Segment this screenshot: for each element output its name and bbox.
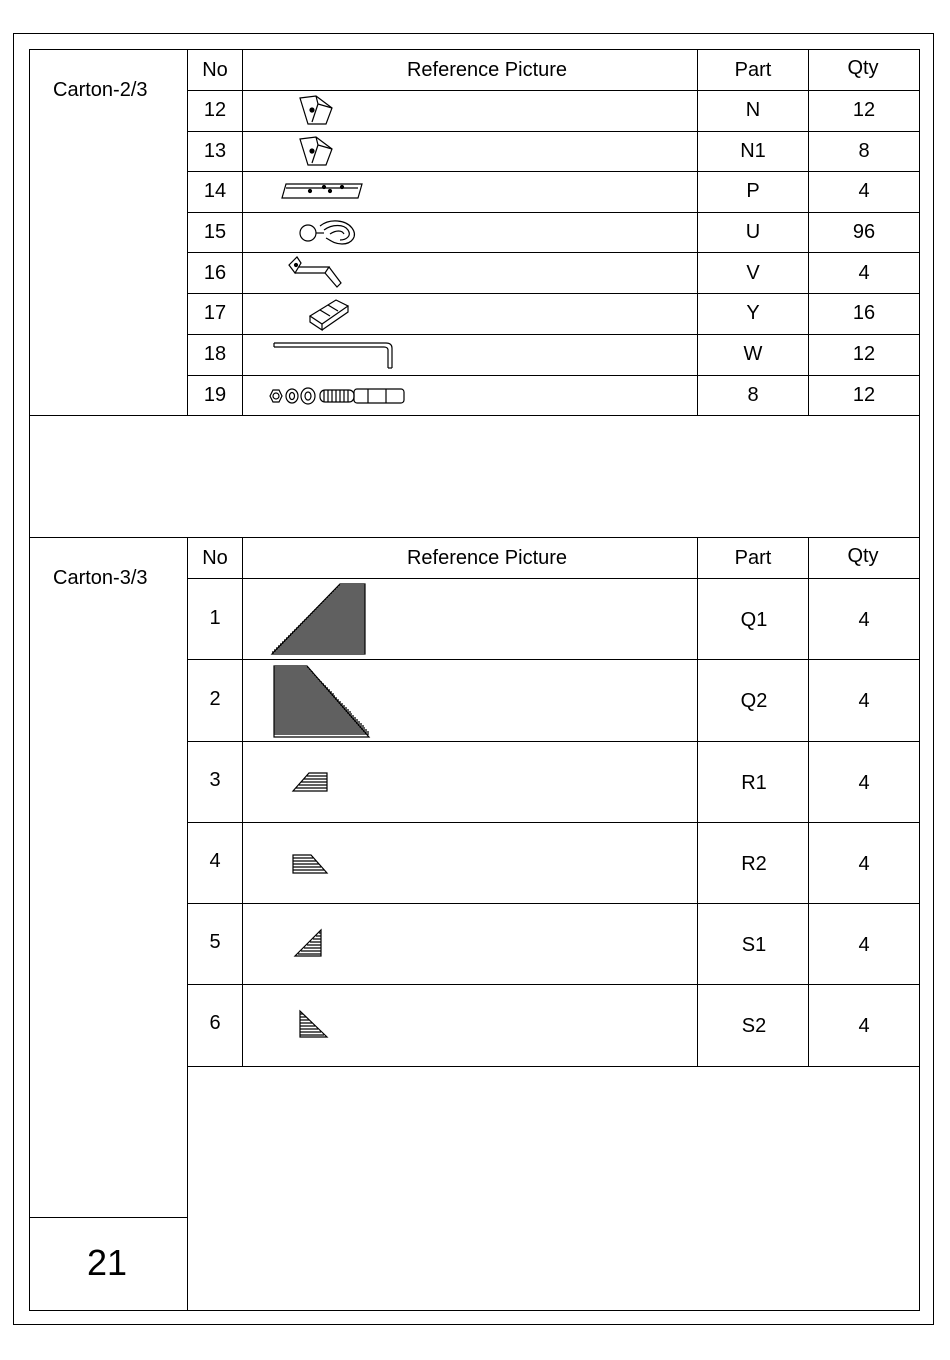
corner-bracket-icon bbox=[296, 94, 336, 128]
table-divider bbox=[187, 49, 188, 415]
item-qty: 12 bbox=[852, 384, 876, 406]
item-number: 6 bbox=[209, 1012, 221, 1034]
table-divider bbox=[808, 537, 809, 1066]
item-qty: 4 bbox=[858, 772, 870, 794]
item-part: N bbox=[745, 99, 761, 121]
item-qty: 16 bbox=[852, 302, 876, 324]
table-divider bbox=[187, 212, 920, 213]
item-qty: 96 bbox=[852, 221, 876, 243]
item-part: R2 bbox=[741, 853, 767, 875]
item-number: 14 bbox=[203, 180, 227, 202]
item-part: W bbox=[743, 343, 763, 365]
table-divider bbox=[29, 537, 920, 538]
table-divider bbox=[187, 822, 920, 823]
item-qty: 4 bbox=[858, 1015, 870, 1037]
item-number: 18 bbox=[203, 343, 227, 365]
table-divider bbox=[187, 903, 920, 904]
small-panel-r1-icon bbox=[291, 771, 329, 793]
column-header-no: No bbox=[202, 59, 228, 81]
item-qty: 12 bbox=[852, 343, 876, 365]
large-panel-q2-icon bbox=[272, 664, 372, 740]
column-header-picture: Reference Picture bbox=[406, 59, 568, 81]
item-qty: 12 bbox=[852, 99, 876, 121]
table-divider bbox=[242, 49, 243, 415]
small-panel-s1-icon bbox=[293, 928, 325, 958]
item-number: 13 bbox=[203, 140, 227, 162]
table-divider bbox=[187, 741, 920, 742]
table-divider bbox=[187, 171, 920, 172]
item-number: 12 bbox=[203, 99, 227, 121]
bolt-set-icon bbox=[268, 383, 408, 409]
item-part: Q2 bbox=[740, 690, 768, 712]
page-frame bbox=[29, 49, 920, 1311]
table-divider bbox=[697, 537, 698, 1066]
table-divider bbox=[187, 537, 188, 1311]
item-qty: 4 bbox=[858, 262, 870, 284]
table-divider bbox=[187, 252, 920, 253]
item-number: 16 bbox=[203, 262, 227, 284]
table-divider bbox=[187, 659, 920, 660]
item-qty: 4 bbox=[858, 609, 870, 631]
table-divider bbox=[187, 984, 920, 985]
table-divider bbox=[29, 415, 920, 416]
item-part: V bbox=[746, 262, 760, 284]
table-divider bbox=[242, 537, 243, 1066]
table-divider bbox=[187, 293, 920, 294]
item-number: 19 bbox=[203, 384, 227, 406]
small-panel-s2-icon bbox=[297, 1009, 331, 1039]
item-number: 4 bbox=[209, 850, 221, 872]
table-divider bbox=[187, 90, 920, 91]
table-divider bbox=[187, 1066, 920, 1067]
item-part: Y bbox=[746, 302, 760, 324]
mounting-plate-icon bbox=[280, 179, 364, 203]
block-connector-icon bbox=[306, 296, 352, 332]
item-number: 1 bbox=[209, 607, 221, 629]
item-part: S1 bbox=[741, 934, 767, 956]
hook-clip-icon bbox=[296, 216, 360, 248]
item-part: Q1 bbox=[740, 609, 768, 631]
item-part: N1 bbox=[740, 140, 766, 162]
table-divider bbox=[187, 578, 920, 579]
table-divider bbox=[187, 131, 920, 132]
item-number: 17 bbox=[203, 302, 227, 324]
item-part: 8 bbox=[747, 384, 759, 406]
page-number: 21 bbox=[86, 1242, 128, 1283]
item-number: 5 bbox=[209, 931, 221, 953]
item-part: P bbox=[746, 180, 760, 202]
column-header-part: Part bbox=[734, 59, 772, 81]
carton-label: Carton-2/3 bbox=[53, 79, 148, 101]
item-part: S2 bbox=[741, 1015, 767, 1037]
item-qty: 4 bbox=[858, 934, 870, 956]
allen-key-icon bbox=[272, 338, 396, 370]
carton-label: Carton-3/3 bbox=[53, 567, 148, 589]
item-number: 15 bbox=[203, 221, 227, 243]
item-qty: 4 bbox=[858, 853, 870, 875]
item-part: R1 bbox=[741, 772, 767, 794]
column-header-picture: Reference Picture bbox=[406, 547, 568, 569]
item-number: 3 bbox=[209, 769, 221, 791]
large-panel-q1-icon bbox=[270, 582, 368, 656]
item-qty: 8 bbox=[858, 140, 870, 162]
small-panel-r2-icon bbox=[291, 853, 329, 875]
item-number: 2 bbox=[209, 688, 221, 710]
column-header-part: Part bbox=[734, 547, 772, 569]
table-divider bbox=[29, 1217, 187, 1218]
column-header-no: No bbox=[202, 547, 228, 569]
item-part: U bbox=[745, 221, 761, 243]
item-qty: 4 bbox=[858, 690, 870, 712]
column-header-qty: Qty bbox=[847, 545, 879, 567]
table-divider bbox=[187, 334, 920, 335]
corner-bracket-icon bbox=[296, 135, 336, 169]
item-qty: 4 bbox=[858, 180, 870, 202]
column-header-qty: Qty bbox=[847, 57, 879, 79]
table-divider bbox=[808, 49, 809, 415]
z-bracket-icon bbox=[285, 255, 345, 291]
table-divider bbox=[697, 49, 698, 415]
table-divider bbox=[187, 375, 920, 376]
